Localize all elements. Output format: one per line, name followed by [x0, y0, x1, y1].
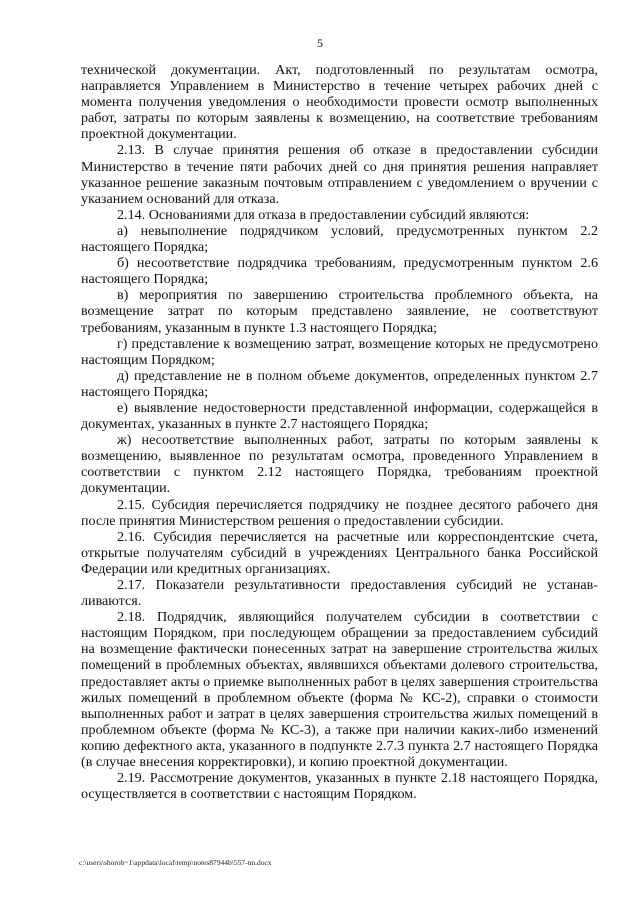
- paragraph-2-17: 2.17. Показатели результативности предоставления субсидий не устанавливаются.: [81, 577, 598, 610]
- paragraph-2-16: 2.16. Субсидия перечисляется на расчетные или корреспондентские счета, открытые получателям субсидий в учреждениях Центрального банка Российской Федерации или кредитных организациях.: [81, 528, 598, 577]
- list-item-a: а) невыполнение подрядчиком условий, предусмотренных пунктом 2.2 настоящего Порядка;: [81, 222, 598, 256]
- list-item-g: г) представление к возмещению затрат, возмещение которых не предусмотрено настоящим Порядком;: [81, 335, 598, 368]
- page-number: 5: [317, 36, 323, 50]
- paragraph-2-13: 2.13. В случае принятия решения об отказе в предоставлении субсидии Министерство в течение пяти рабочих дней со дня принятия решения направляет указанное решение заказным почтовым отправлением с уведомлением о вручении с указанием оснований для отказа.: [81, 142, 598, 207]
- list-item-b: б) несоответствие подрядчика требованиям, предусмотренным пунктом 2.6 настоящего Порядка;: [81, 255, 598, 288]
- list-item-v: в) мероприятия по завершению строительства проблемного объекта, на возмещение затрат по которым представлено заявление, не соответствуют требованиям, указанным в пункте 1.3 настоящего Порядка;: [81, 287, 598, 336]
- paragraph-2-18: 2.18. Подрядчик, являющийся получателем субсидии в соответствии с настоящим Порядком, при последующем обращении за предоставлением субсидий на возмещение фактически понесенных затрат на завершение строительства жилых помещений в проблемных объектах, являвшихся объектами долевого строительства, предоставляет акты о приемке выполненных работ в целях завершения строительства жилых помещений в проблемном объекте (форма № КС-2), справки о стоимости выполненных работ и затрат в целях завершения строительства жилых помещений в проблемном объекте (форма № КС-3), а также при наличии каких-либо изменений копию дефектного акта, указанного в подпункте 2.7.3 пункта 2.7 настоящего Порядка (в случае внесения корректировки), и копию проектной документации.: [81, 609, 598, 771]
- paragraph-continuation: технической документации. Акт, подготовленный по результатам осмотра, направляется Управлением в Министерство в течение четырех рабочих дней с момента получения уведомления о необходимости провести осмотр выполненных работ, затраты по которым заявлены к возмещению, на соответствие требованиям проектной документации.: [81, 62, 598, 143]
- footer-file-path: c:\users\shorob~1\appdata\local\temp\notes87944b\557-nn.docx: [79, 858, 272, 867]
- list-item-zh: ж) несоответствие выполненных работ, затраты по которым заявлены к возмещению, выявленное по результатам осмотра, проведенного Управлением в соответствии с пунктом 2.12 настоящего Порядка, требованиям проектной документации.: [81, 432, 598, 497]
- paragraph-2-19: 2.19. Рассмотрение документов, указанных в пункте 2.18 настоящего Порядка, осуществляется в соответствии с настоящим Порядком.: [81, 770, 598, 803]
- list-item-d: д) представление не в полном объеме документов, определенных пунктом 2.7 настоящего Порядка;: [81, 367, 598, 400]
- paragraph-2-14: 2.14. Основаниями для отказа в предоставлении субсидий являются:: [117, 206, 530, 223]
- list-item-e: е) выявление недостоверности представленной информации, содержащейся в документах, указанных в пункте 2.7 настоящего Порядка;: [81, 399, 598, 433]
- paragraph-2-15: 2.15. Субсидия перечисляется подрядчику не позднее десятого рабочего дня после принятия Министерством решения о предоставлении субсидии.: [81, 496, 598, 529]
- document-body: [81, 62, 598, 802]
